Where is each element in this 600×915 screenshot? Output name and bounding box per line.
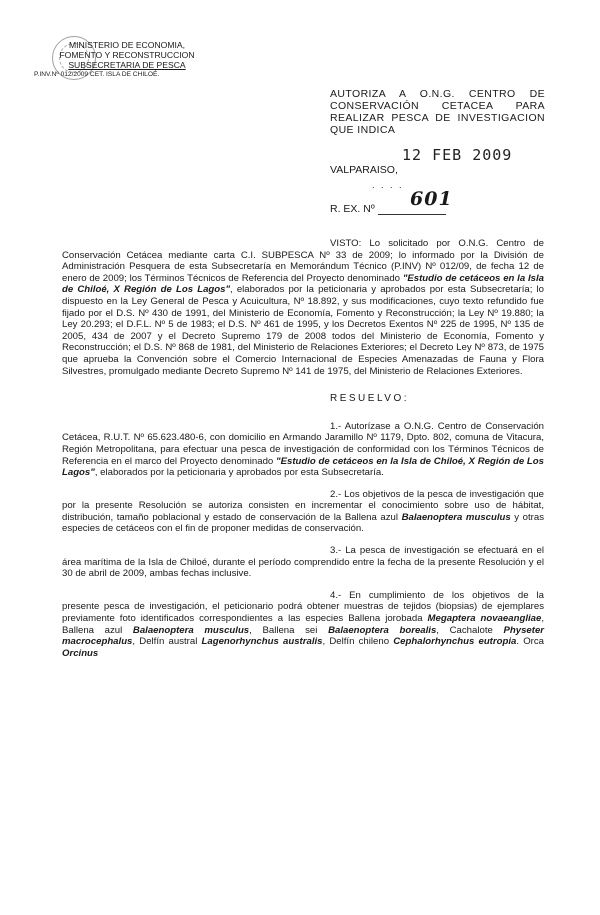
header-reference: P.INV.Nº 012/2009 CET. ISLA DE CHILOÉ. bbox=[34, 71, 160, 78]
article-4 bbox=[62, 590, 544, 660]
body-text: 2.- Los objetivos de la pesca de investigación que por la presente Resolución se autoriza consisten en incrementar el conocimiento sobre uso de hábitat, distribución, tamaño poblacional y estado de conservación de la Ballena azul bbox=[62, 488, 544, 523]
article-2 bbox=[62, 489, 544, 535]
emphasized-text: Physeter macrocephalus bbox=[62, 624, 545, 648]
body-text: y otras especies de cetáceos con el fin de proponer medidas de conservación. bbox=[62, 511, 544, 535]
emphasized-text: Balaenoptera borealis bbox=[328, 624, 437, 636]
article-1 bbox=[62, 421, 544, 479]
resolution-subject: AUTORIZA A O.N.G. CENTRO DE CONSERVACIÓN CETACEA PARA REALIZAR PESCA DE INVESTIGACION QUE INDICA bbox=[330, 88, 545, 136]
rex-label: R. EX. Nº bbox=[330, 203, 375, 215]
body-text: VISTO: Lo solicitado por O.N.G. Centro de Conservación Cetácea mediante carta C.I. SUBPESCA Nº 33 de 2009; lo informado por la División de Administración Pesquera de esta Subsecretaría en Memorándum Técnico (P.INV) Nº 012/09, de fecha 12 de enero de 2009; los Términos Técnicos de Referencia del Proyecto denominado bbox=[62, 238, 544, 284]
body-text: , Ballena sei bbox=[249, 624, 329, 636]
body-text: 3.- La pesca de investigación se efectuará en el área marítima de la Isla de Chiloé, durante el período comprendido entre la fecha de la presente Resolución y el 30 de abril de 2009, ambas fechas inclusive. bbox=[62, 545, 544, 580]
emphasized-text: "Estudio de cetáceos en la Isla de Chiloé, X Región de Los Lagos" bbox=[62, 455, 544, 479]
emphasized-text: Megaptera novaeangliae bbox=[427, 613, 542, 625]
header-line-3: SUBSECRETARIA DE PESCA bbox=[68, 60, 186, 70]
body-text: . Orca bbox=[516, 636, 544, 648]
emphasized-text: Orcinus bbox=[62, 647, 99, 659]
header-line-2: FOMENTO Y RECONSTRUCCION bbox=[59, 50, 195, 60]
place-label: VALPARAISO, bbox=[330, 164, 398, 176]
emphasized-text: Balaenoptera musculus bbox=[132, 624, 250, 636]
emphasized-text: Lagenorhynchus australis bbox=[201, 636, 323, 648]
header-line-1: MINISTERIO DE ECONOMIA, bbox=[68, 40, 186, 50]
visto-paragraph bbox=[62, 238, 544, 377]
rex-underline bbox=[378, 214, 446, 215]
body-text: , elaborados por la peticionaria y aprobados por esta Subsecretaría; lo dispuesto en la Ley General de Pesca y Acuicultura, Nº 18.892, y sus modificaciones, cuyo texto refundido fue fijado por el D.S. Nº 430 de 1991, del Ministerio de Economía, Fomento y Reconstrucción; la Ley Nº 19.880; la Ley 20.293; el D.F.L. Nº 5 de 1983; el D.S. Nº 461 de 1995, y los Decretos Exentos Nº 225 de 1995, Nº 135 de 2005, 434 de 2007 y el Decreto Supremo 179 de 2008 todos del Ministerio de Economía, Fomento y Reconstrucción; el D.S. Nº 868 de 1981, del Ministerio de Relaciones Exteriores; el Decreto Ley Nº 873, de 1975 que aprueba la Convención sobre el Comercio Internacional de Especies Amenazadas de Fauna y Flora Silvestres, promulgado mediante Decreto Supremo Nº 141 de 1975, del Ministerio de Relaciones Exteriores. bbox=[62, 284, 544, 377]
emphasized-text: Cephalorhynchus eutropia bbox=[393, 636, 517, 648]
ministry-header bbox=[34, 40, 212, 80]
body-text: 4.- En cumplimiento de los objetivos de la presente pesca de investigación, el peticionario podrá obtener muestras de tejidos (biopsias) de ejemplares previamente foto identificados correspondientes a las especies Ballena jorobada bbox=[62, 589, 544, 625]
body-text: , Cachalote bbox=[436, 624, 504, 636]
emphasized-text: Balaenoptera musculus bbox=[401, 511, 511, 523]
article-3 bbox=[62, 545, 544, 580]
emphasized-text: "Estudio de cetáceos en la Isla de Chiloé, X Región de Los Lagos" bbox=[62, 272, 544, 296]
date-stamp: 12 FEB 2009 bbox=[402, 146, 513, 164]
resolution-number: 601 bbox=[410, 188, 453, 210]
body-text: , Delfín chileno bbox=[322, 636, 394, 648]
body-text: , Delfín austral bbox=[132, 636, 202, 648]
resolution-body bbox=[62, 238, 544, 659]
body-text: , Ballena azul bbox=[62, 613, 544, 636]
dotted-marks: . . . . bbox=[372, 180, 404, 190]
body-text: 1.- Autorízase a O.N.G. Centro de Conservación Cetácea, R.U.T. Nº 65.623.480-6, con domicilio en Armando Jaramillo Nº 1179, Dpto. 802, comuna de Vitacura, Región Metropolitana, para efectuar una pesca de investigación de conformidad con los Términos Técnicos de Referencia en el marco del Proyecto denominado bbox=[62, 420, 544, 467]
resuelvo-heading: RESUELVO: bbox=[330, 393, 409, 405]
body-text: , elaborados por la peticionaria y aprobados por esta Subsecretaría. bbox=[94, 467, 384, 479]
